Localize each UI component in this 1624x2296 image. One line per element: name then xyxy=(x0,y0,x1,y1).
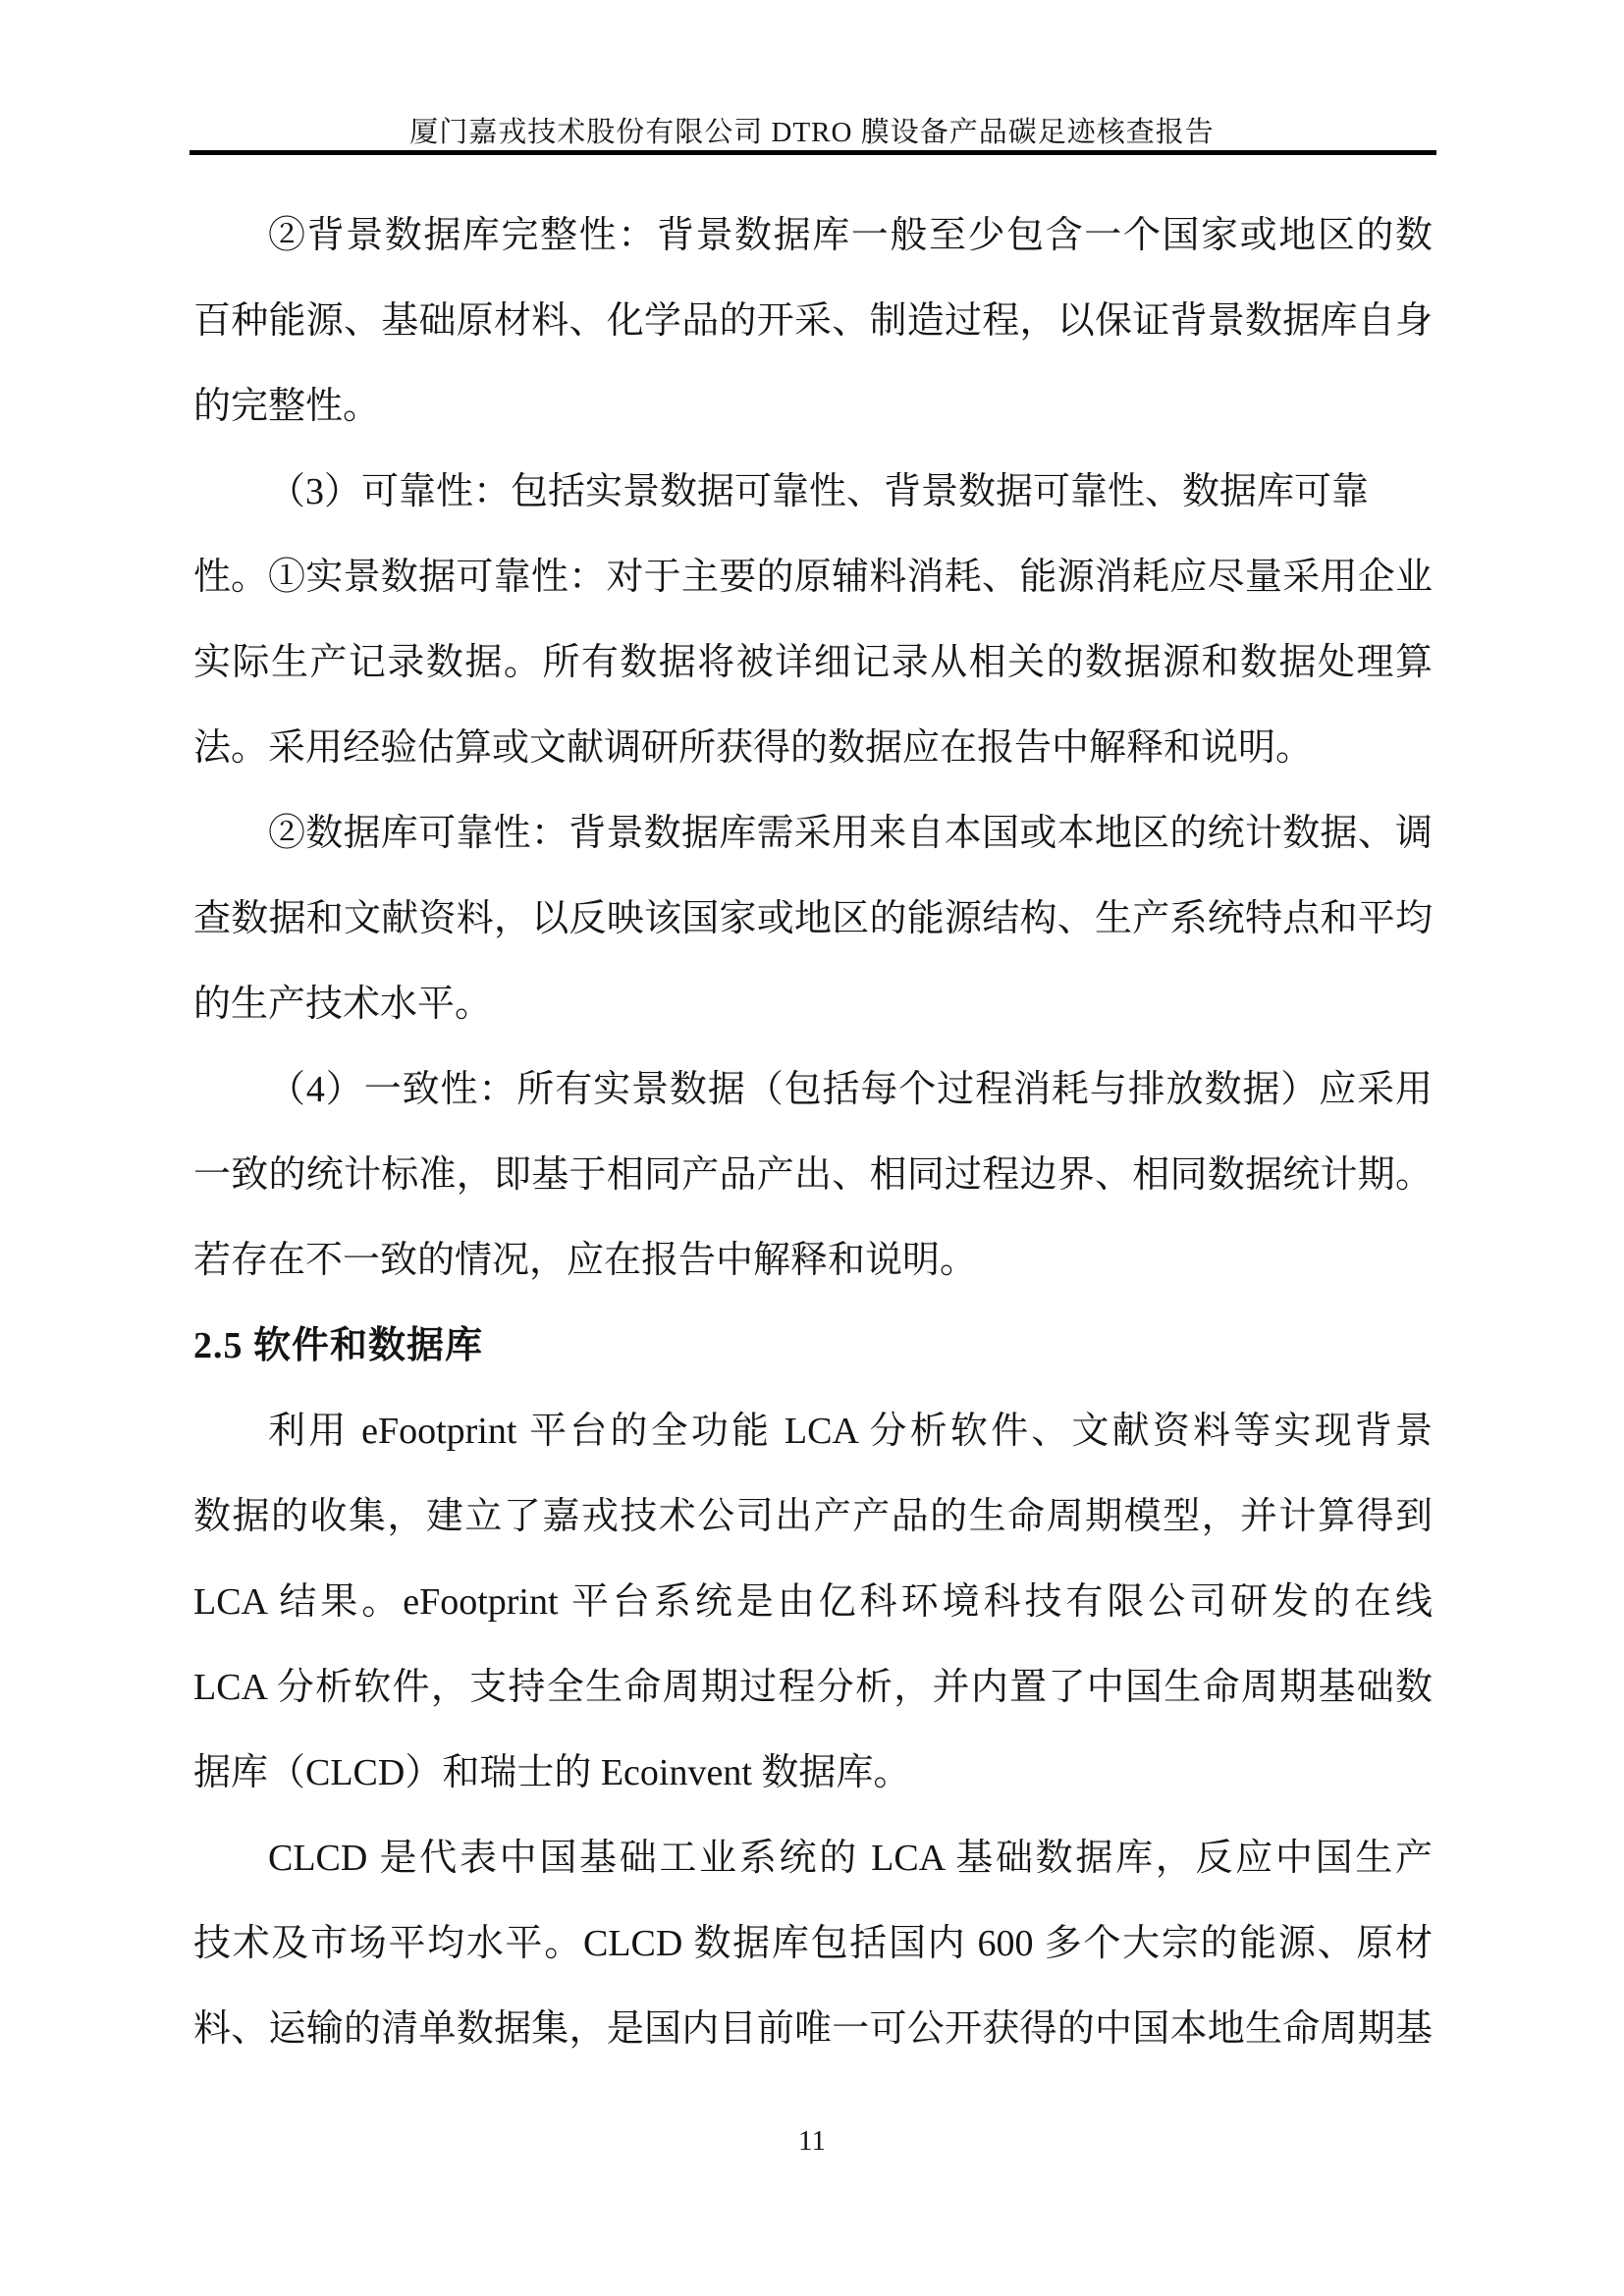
paragraph-line: （3）可靠性：包括实景数据可靠性、背景数据可靠性、数据库可靠性。 xyxy=(193,471,1370,598)
paragraph-line: 一致的统计标准，即基于相同产品产出、相同过程边界、相同数据统计期。 xyxy=(193,1154,1433,1196)
paragraph-line: 查数据和文献资料，以反映该国家或地区的能源结构、生产系统特点和平均 xyxy=(193,898,1433,939)
paragraph-line: 实际生产记录数据。所有数据将被详细记录从相关的数据源和数据处理算 xyxy=(193,642,1433,683)
paragraph-line: 的完整性。 xyxy=(193,386,381,427)
paragraph-line: 的生产技术水平。 xyxy=(193,984,493,1025)
paragraph-line: 技术及市场平均水平。CLCD 数据库包括国内 600 多个大宗的能源、原材 xyxy=(193,1923,1433,1964)
paragraph-line: ①实景数据可靠性：对于主要的原辅料消耗、能源消耗应尽量采用企业 xyxy=(268,557,1433,598)
paragraph-line: ②背景数据库完整性：背景数据库一般至少包含一个国家或地区的数 xyxy=(268,215,1433,256)
paragraph-line: 利用 eFootprint 平台的全功能 LCA 分析软件、文献资料等实现背景 xyxy=(268,1411,1433,1452)
paragraph-line: LCA 结果。eFootprint 平台系统是由亿科环境科技有限公司研发的在线 xyxy=(193,1581,1433,1623)
paragraph-line: （4）一致性：所有实景数据（包括每个过程消耗与排放数据）应采用 xyxy=(268,1069,1433,1110)
page-number: 11 xyxy=(798,2125,826,2157)
page-header-title: 厦门嘉戎技术股份有限公司 DTRO 膜设备产品碳足迹核查报告 xyxy=(409,117,1215,148)
header-rule xyxy=(189,150,1436,155)
section-heading: 2.5 软件和数据库 xyxy=(193,1325,484,1366)
paragraph-line: LCA 分析软件，支持全生命周期过程分析，并内置了中国生命周期基础数 xyxy=(193,1667,1433,1708)
paragraph-line: ②数据库可靠性：背景数据库需采用来自本国或本地区的统计数据、调 xyxy=(268,813,1433,854)
paragraph-line: 据库（CLCD）和瑞士的 Ecoinvent 数据库。 xyxy=(193,1752,911,1793)
paragraph-line: 数据的收集，建立了嘉戎技术公司出产产品的生命周期模型，并计算得到 xyxy=(193,1496,1433,1537)
paragraph-line: CLCD 是代表中国基础工业系统的 LCA 基础数据库，反应中国生产 xyxy=(268,1838,1433,1879)
paragraph-line: 料、运输的清单数据集，是国内目前唯一可公开获得的中国本地生命周期基 xyxy=(193,2008,1433,2050)
document-body xyxy=(193,193,1433,2072)
paragraph-line: 若存在不一致的情况，应在报告中解释和说明。 xyxy=(193,1240,978,1281)
paragraph-line: 法。采用经验估算或文献调研所获得的数据应在报告中解释和说明。 xyxy=(193,727,1314,769)
paragraph-line: 百种能源、基础原材料、化学品的开采、制造过程，以保证背景数据库自身 xyxy=(193,300,1433,342)
